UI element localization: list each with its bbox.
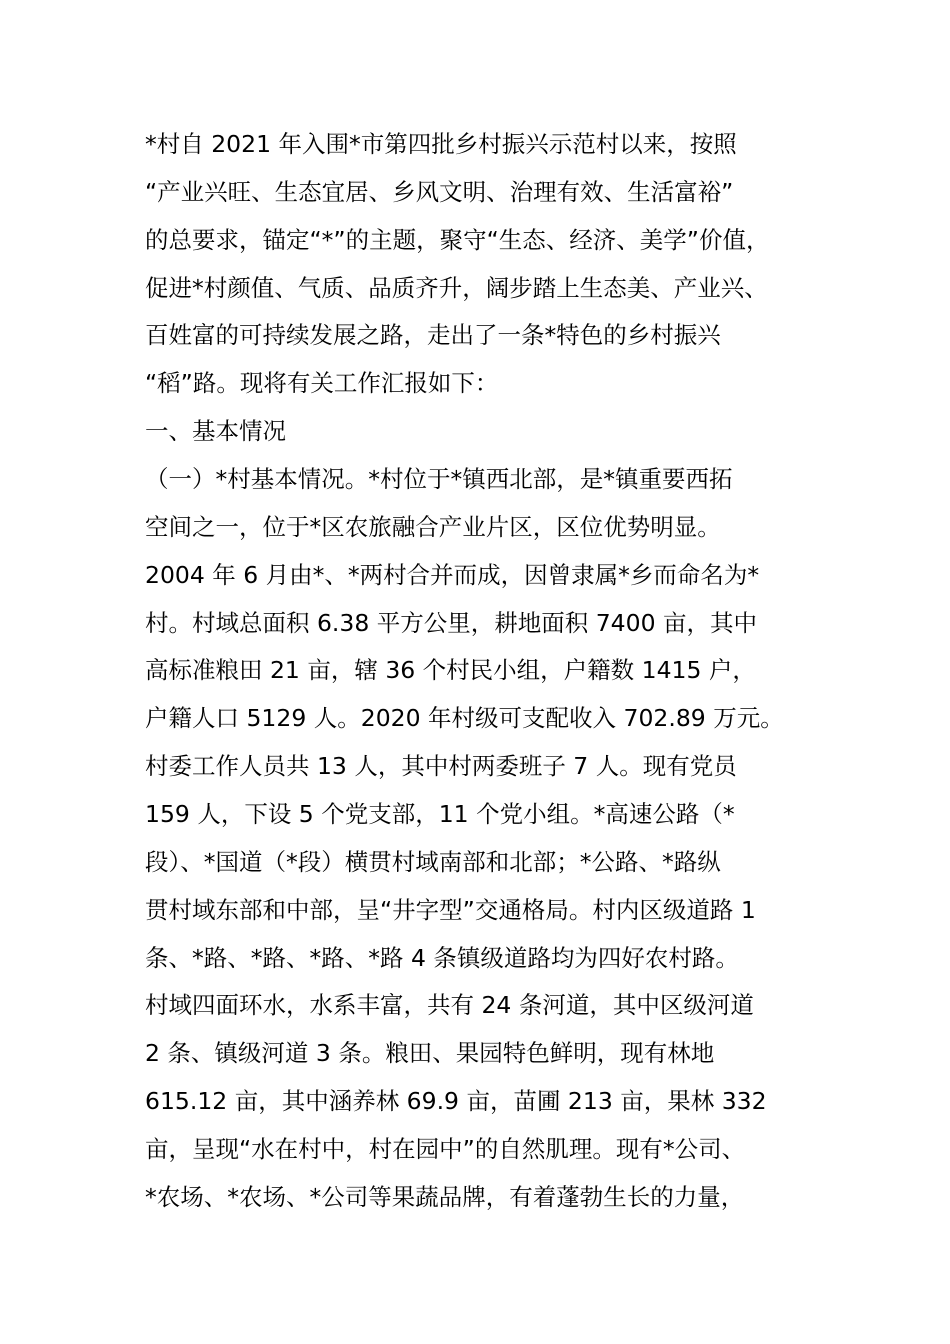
text-line: 615.12 亩，其中涵养林 69.9 亩，苗圃 213 亩，果林 332 <box>145 1087 767 1116</box>
text-line: “产业兴旺、生态宜居、乡风文明、治理有效、生活富裕” <box>145 177 734 206</box>
section-heading: 一、基本情况 <box>145 417 286 446</box>
text-line: *村自 2021 年入围*市第四批乡村振兴示范村以来，按照 <box>145 130 737 158</box>
text-line: 159 人，下设 5 个党支部，11 个党小组。*高速公路（* <box>145 800 735 829</box>
text-line: 户籍人口 5129 人。2020 年村级可支配收入 702.89 万元。 <box>145 704 784 733</box>
text-line: 2 条、镇级河道 3 条。粮田、果园特色鲜明，现有林地 <box>145 1039 715 1068</box>
text-line: 村。村域总面积 6.38 平方公里，耕地面积 7400 亩，其中 <box>145 608 758 637</box>
text-line: 贯村域东部和中部，呈“井字型”交通格局。村内区级道路 1 <box>145 895 756 924</box>
text-line: 高标准粮田 21 亩，辖 36 个村民小组，户籍数 1415 户， <box>145 656 756 685</box>
text-line: 亩，呈现“水在村中，村在园中”的自然肌理。现有*公司、 <box>145 1135 746 1164</box>
text-line: 村委工作人员共 13 人，其中村两委班子 7 人。现有党员 <box>145 752 737 781</box>
text-line: 促进*村颜值、气质、品质齐升，阔步踏上生态美、产业兴、 <box>145 273 768 302</box>
text-line: 百姓富的可持续发展之路，走出了一条*特色的乡村振兴 <box>145 321 721 350</box>
text-line: 的总要求，锚定“*”的主题，聚守“生态、经济、美学”价值， <box>145 225 770 254</box>
text-line: 2004 年 6 月由*、*两村合并而成，因曾隶属*乡而命名为* <box>145 560 760 589</box>
text-line: 条、*路、*路、*路、*路 4 条镇级道路均为四好农村路。 <box>145 943 739 972</box>
text-line: 村域四面环水，水系丰富，共有 24 条河道，其中区级河道 <box>145 991 754 1020</box>
text-line: 段）、*国道（*段）横贯村域南部和北部；*公路、*路纵 <box>145 847 721 876</box>
text-line: *农场、*农场、*公司等果蔬品牌，有着蓬勃生长的力量， <box>145 1182 745 1211</box>
text-line: 空间之一，位于*区农旅融合产业片区，区位优势明显。 <box>145 512 721 541</box>
text-line: （一）*村基本情况。*村位于*镇西北部，是*镇重要西拓 <box>145 465 733 494</box>
text-line: “稻”路。现将有关工作汇报如下： <box>145 369 499 398</box>
document-body <box>145 121 845 1222</box>
